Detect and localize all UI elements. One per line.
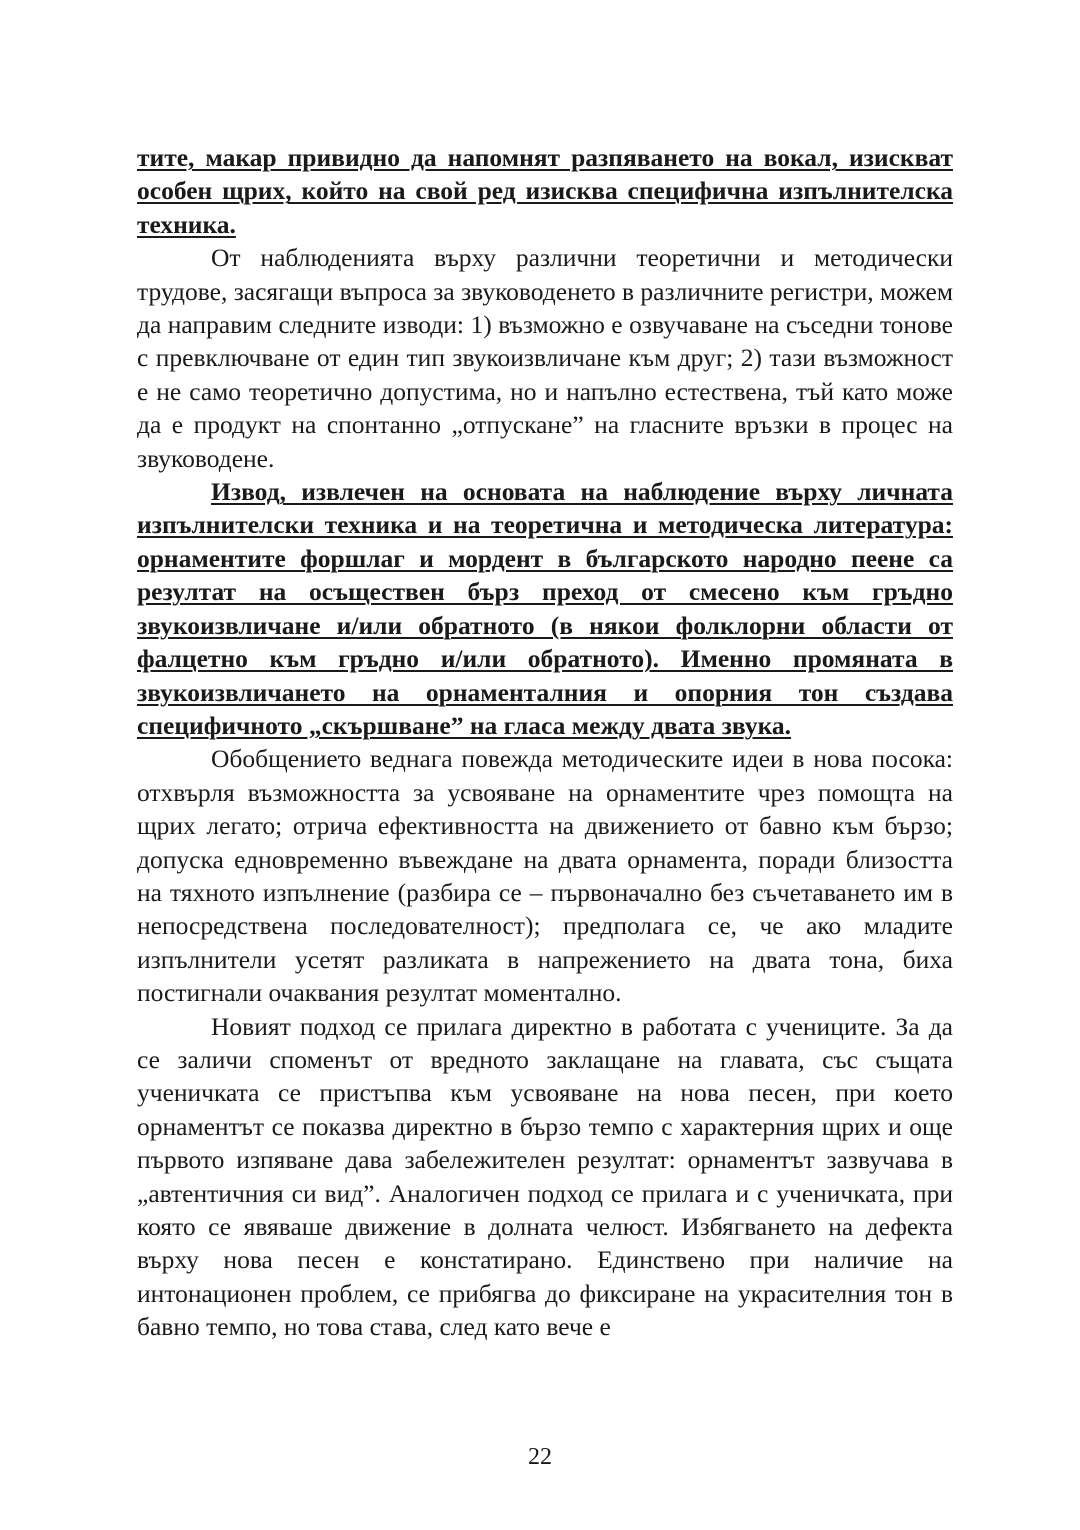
paragraph-4: Обобщението веднага повежда методическите идеи в нова посока: отхвърля възможността за усвояване на орнаментите чрез помощта на щрих легато; отрича ефективността на движението от бавно към бързо; допуска едновременно въвеждане на двата орнамента, поради близостта на тяхното изпълнение (разбира се – първоначално без съчетаването им в непосредствена последователност); предполага се, че ако младите изпълнители усетят разликата в напрежението на двата тона, биха постигнали очаквания резултат моментално. [137, 744, 953, 1008]
paragraph-5: Новият подход се прилага директно в работата с учениците. За да се заличи споменът от вредното заклащане на главата, със същата ученичката се пристъпва към усвояване на нова песен, при което орнаментът се показва директно в бързо темпо с характерния щрих и още първото изпяване дава забележителен резултат: орнаментът зазвучава в „автентичния си вид”. Аналогичен подход се прилага и с ученичката, при която се явяваше движение в долната челюст. Избягването на дефекта върху нова песен е констатирано. Единствено при наличие на интонационен проблем, се прибягва до фиксиране на украсителния тон в бавно темпо, но това става, след като вече е [137, 1011, 953, 1342]
paragraph-1-emphasized: тите, макар привидно да напомнят разпяването на вокал, изискват особен щрих, който на свой ред изисква специфична изпълнителска техника. [137, 143, 953, 239]
page-number: 22 [528, 1444, 552, 1470]
paragraph-2: От наблюденията върху различни теоретични и методически трудове, засягащи въпроса за звуководенето в различните регистри, можем да направим следните изводи: 1) възможно е озвучаване на съседни тонове с превключване от един тип звукоизвличане към друг; 2) тази възможност е не само теоретично допустима, но и напълно естествена, тъй като може да е продукт на спонтанно „отпускане” на гласните връзки в процес на звуководене. [137, 243, 953, 473]
text-block [137, 141, 953, 1344]
paragraph-3-conclusion: Извод, извлечен на основата на наблюдение върху личната изпълнителски техника и на теоретична и методическа литература: орнаментите форшлаг и мордент в българското народно пеене са резултат на осъществен бърз преход от смесено към гръдно звукоизвличане и/или обратното (в някои фолклорни области от фалцетно към гръдно и/или обратното). Именно промяната в звукоизвличането на орнаменталния и опорния тон създава специфичното „скършване” на гласа между двата звука. [137, 477, 953, 740]
